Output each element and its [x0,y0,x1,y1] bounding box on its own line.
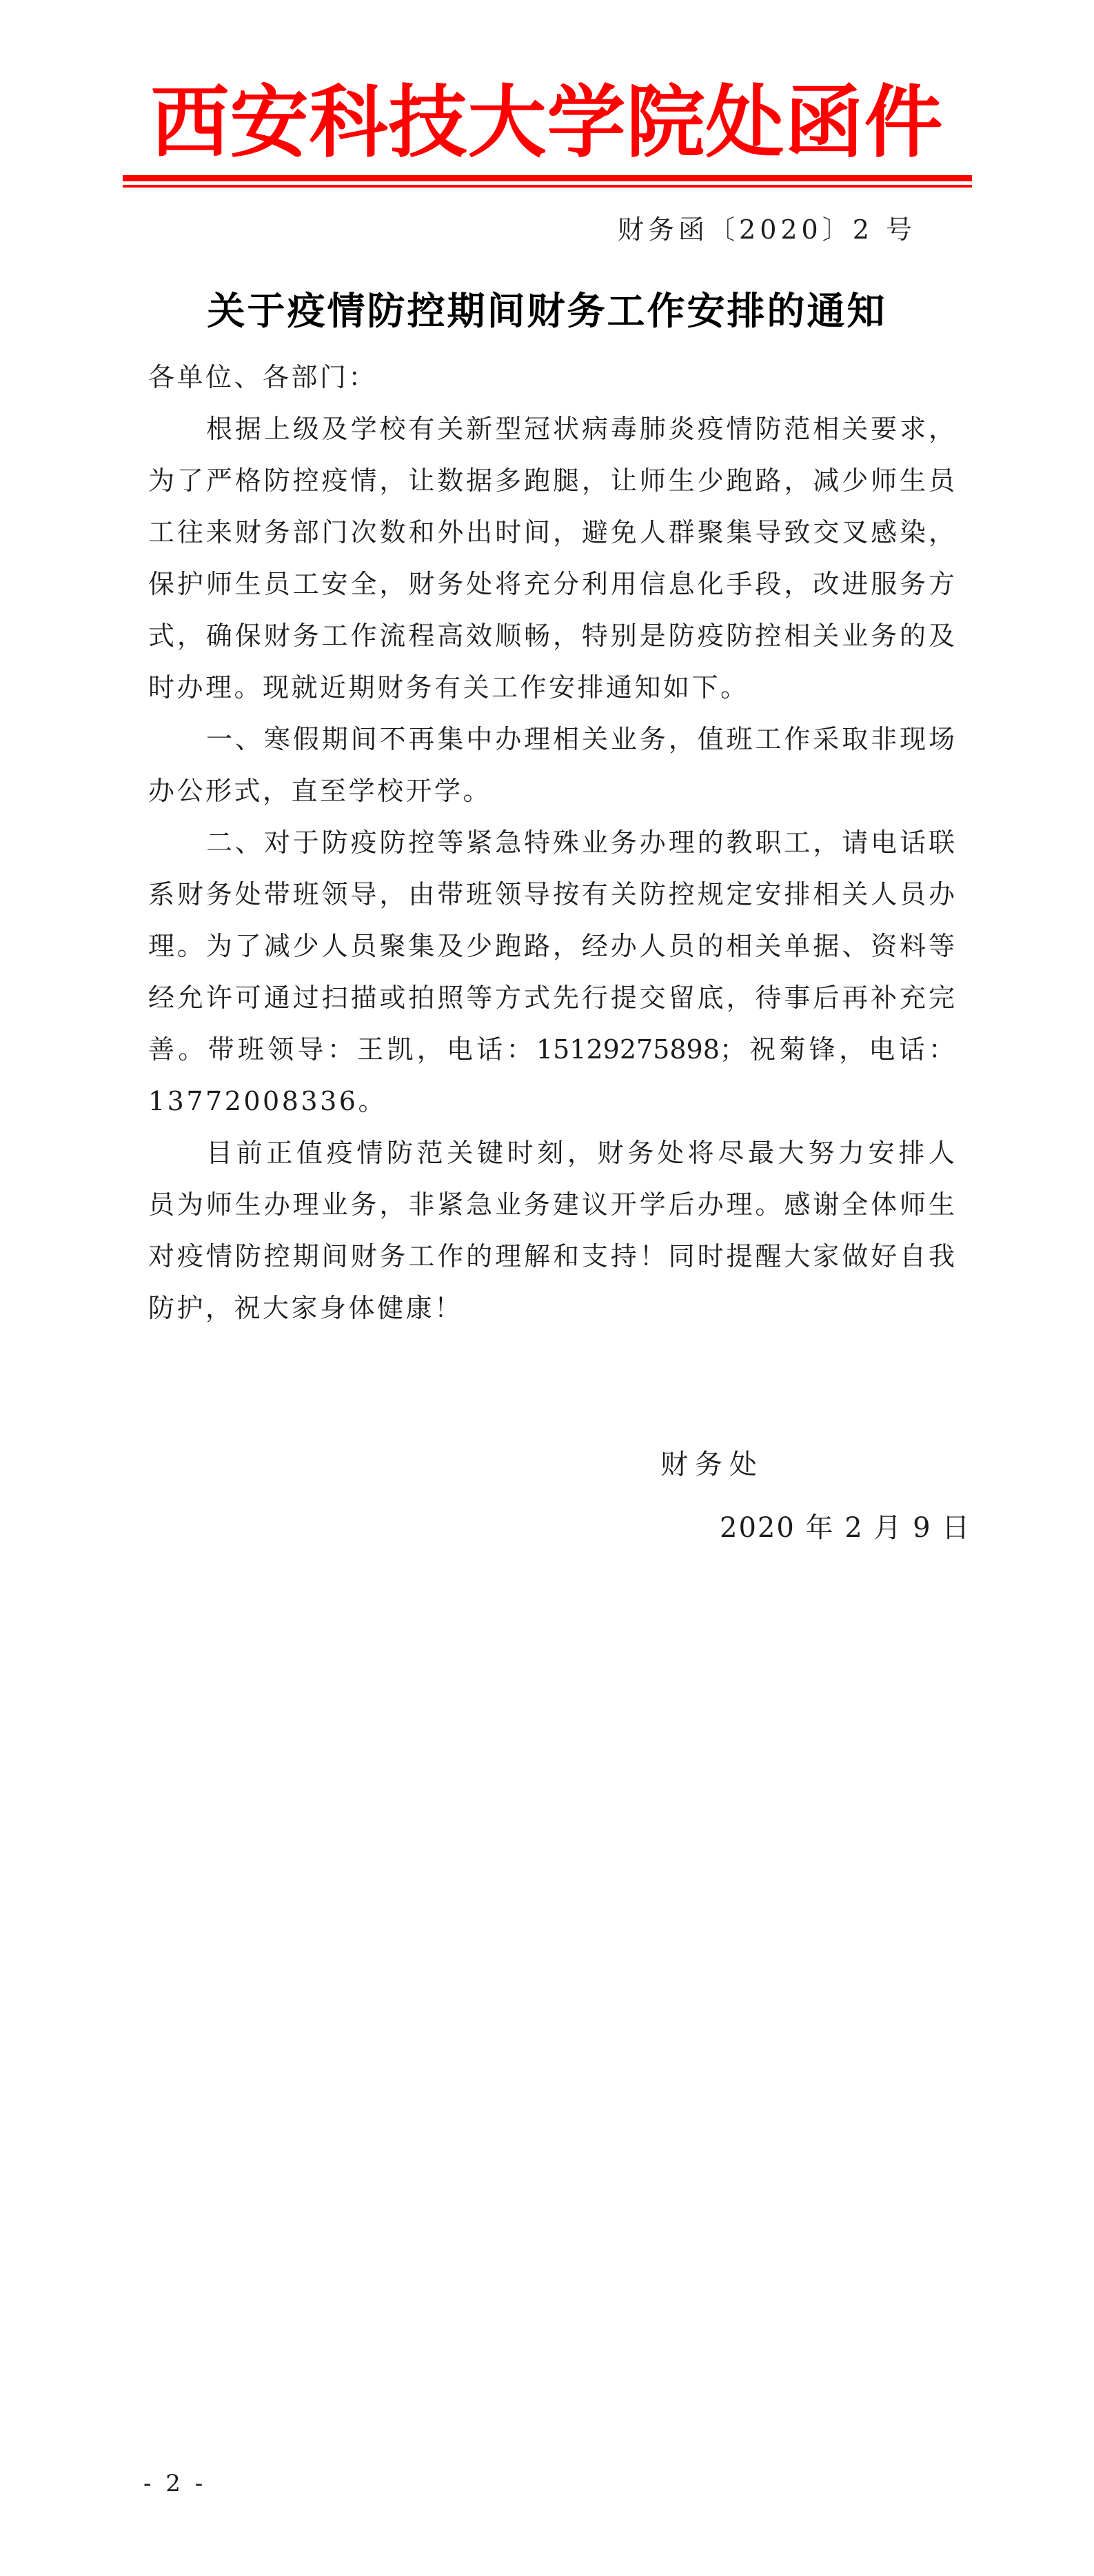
body-line: 员为师生办理业务，非紧急业务建议开学后办理。感谢全体师生 [148,1189,955,1220]
page-number: - 2 - [143,2470,207,2497]
body-line: 系财务处带班领导，由带班领导按有关防控规定安排相关人员办 [148,879,955,909]
document-number: 财务函〔2020〕2 号 [618,214,916,245]
body-line: 为了严格防控疫情，让数据多跑腿，让师生少跑路，减少师生员 [148,465,955,496]
notice-title: 关于疫情防控期间财务工作安排的通知 [207,289,887,333]
body-line: 式，确保财务工作流程高效顺畅，特别是防疫防控相关业务的及 [148,621,955,651]
body-line: 工往来财务部门次数和外出时间，避免人群聚集导致交叉感染， [148,517,955,547]
body-line: 理。为了减少人员聚集及少跑路，经办人员的相关单据、资料等 [148,931,955,961]
body-line: 二、对于防疫防控等紧急特殊业务办理的教职工，请电话联 [206,827,955,858]
body-line: 目前正值疫情防范关键时刻，财务处将尽最大努力安排人 [206,1138,955,1168]
signature-department: 财务处 [660,1449,764,1480]
body-line: 时办理。现就近期财务有关工作安排通知如下。 [148,672,749,703]
body-line: 保护师生员工安全，财务处将充分利用信息化手段，改进服务方 [148,569,955,599]
signature-date: 2020 年 2 月 9 日 [720,1512,971,1544]
body-line: 各单位、各部门： [148,362,378,392]
body-line: 防护，祝大家身体健康！ [148,1293,463,1323]
letterhead-title: 西安科技大学院处函件 [150,77,944,168]
body-line: 根据上级及学校有关新型冠状病毒肺炎疫情防范相关要求， [206,414,955,444]
divider-thin-line [123,185,972,188]
body-line: 一、寒假期间不再集中办理相关业务，值班工作采取非现场 [206,724,955,754]
body-line: 13772008336。 [148,1086,387,1116]
body-line: 对疫情防控期间财务工作的理解和支持！同时提醒大家做好自我 [148,1241,955,1271]
body-line: 经允许可通过扫描或拍照等方式先行提交留底，待事后再补充完 [148,983,955,1013]
body-line: 办公形式，直至学校开学。 [148,776,492,806]
notice-body [148,352,955,1334]
body-line: 善。带班领导：王凯，电话：15129275898；祝菊锋，电话： [148,1034,955,1065]
letterhead-divider [123,175,972,188]
divider-thick-line [123,175,972,181]
